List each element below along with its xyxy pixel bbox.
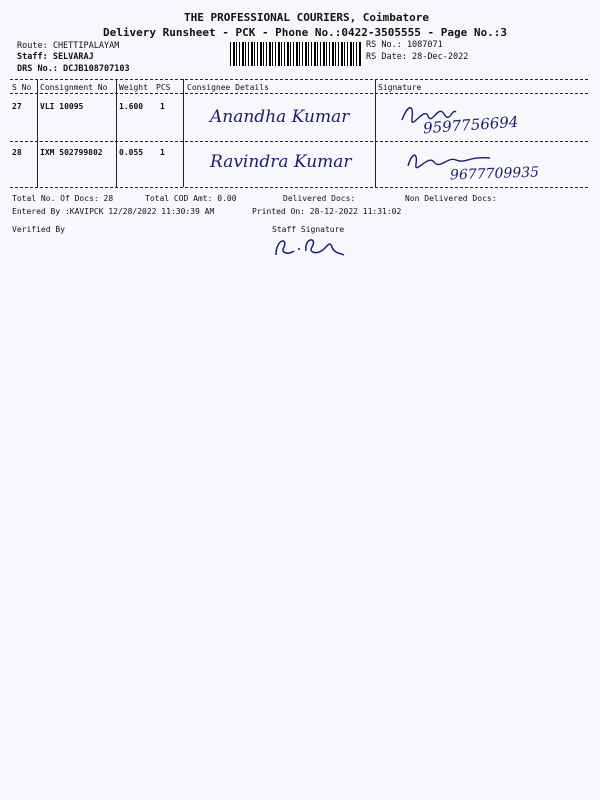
verified-by: Verified By [12,225,65,234]
drs-number: DRS No.: DCJB108707103 [17,64,130,74]
total-cod: Total COD Amt: 0.00 [145,194,237,203]
row-sno: 28 [12,148,22,157]
col-header-weight: Weight [119,83,148,92]
col-divider-1 [37,79,38,187]
delivered-docs: Delivered Docs: [283,194,356,203]
route-label: Route: CHETTIPALAYAM [17,41,120,51]
col-divider-2 [116,79,117,187]
consignee-handwritten: Anandha Kumar [210,107,350,127]
table-bottom-rule [10,187,588,188]
col-divider-3 [183,79,184,187]
non-delivered-docs: Non Delivered Docs: [405,194,497,203]
signature-phone-handwritten: 9597756694 [422,112,519,138]
staff-label: Staff: SELVARAJ [17,52,94,62]
row-weight: 1.600 [119,102,144,111]
col-header-pcs: PCS [156,83,171,92]
row-pcs: 1 [160,102,165,111]
runsheet-subtitle: Delivery Runsheet - PCK - Phone No.:0422-3505555 - Page No.:3 [103,26,507,39]
signature-phone-handwritten: 9677709935 [449,164,540,184]
row-weight: 0.055 [119,148,144,157]
row-consignment: VLI 10095 [40,102,84,111]
company-title: THE PROFESSIONAL COURIERS, Coimbatore [184,11,430,24]
table-top-rule [10,79,588,80]
row-consignment: IXM 502799802 [40,148,103,157]
rs-number: RS No.: 1087071 [366,40,443,50]
row-pcs: 1 [160,148,165,157]
row-sno: 27 [12,102,22,111]
col-header-consignment: Consignment No [40,83,108,92]
entered-by: Entered By :KAVIPCK 12/28/2022 11:30:39 AM [12,207,215,216]
printed-on: Printed On: 28-12-2022 11:31:02 [252,207,402,216]
total-docs: Total No. Of Docs: 28 [12,194,114,203]
barcode [230,42,362,66]
staff-signature-label: Staff Signature [272,225,345,234]
rs-date: RS Date: 28-Dec-2022 [366,52,469,62]
col-header-sno: S No [12,83,32,92]
staff-signature-scribble [270,233,350,259]
col-divider-4 [375,79,376,187]
col-header-consignee: Consignee Details [187,83,269,92]
consignee-handwritten: Ravindra Kumar [210,152,352,172]
col-header-signature: Signature [378,83,422,92]
row-divider [10,141,588,142]
header-bottom-rule [10,93,588,94]
